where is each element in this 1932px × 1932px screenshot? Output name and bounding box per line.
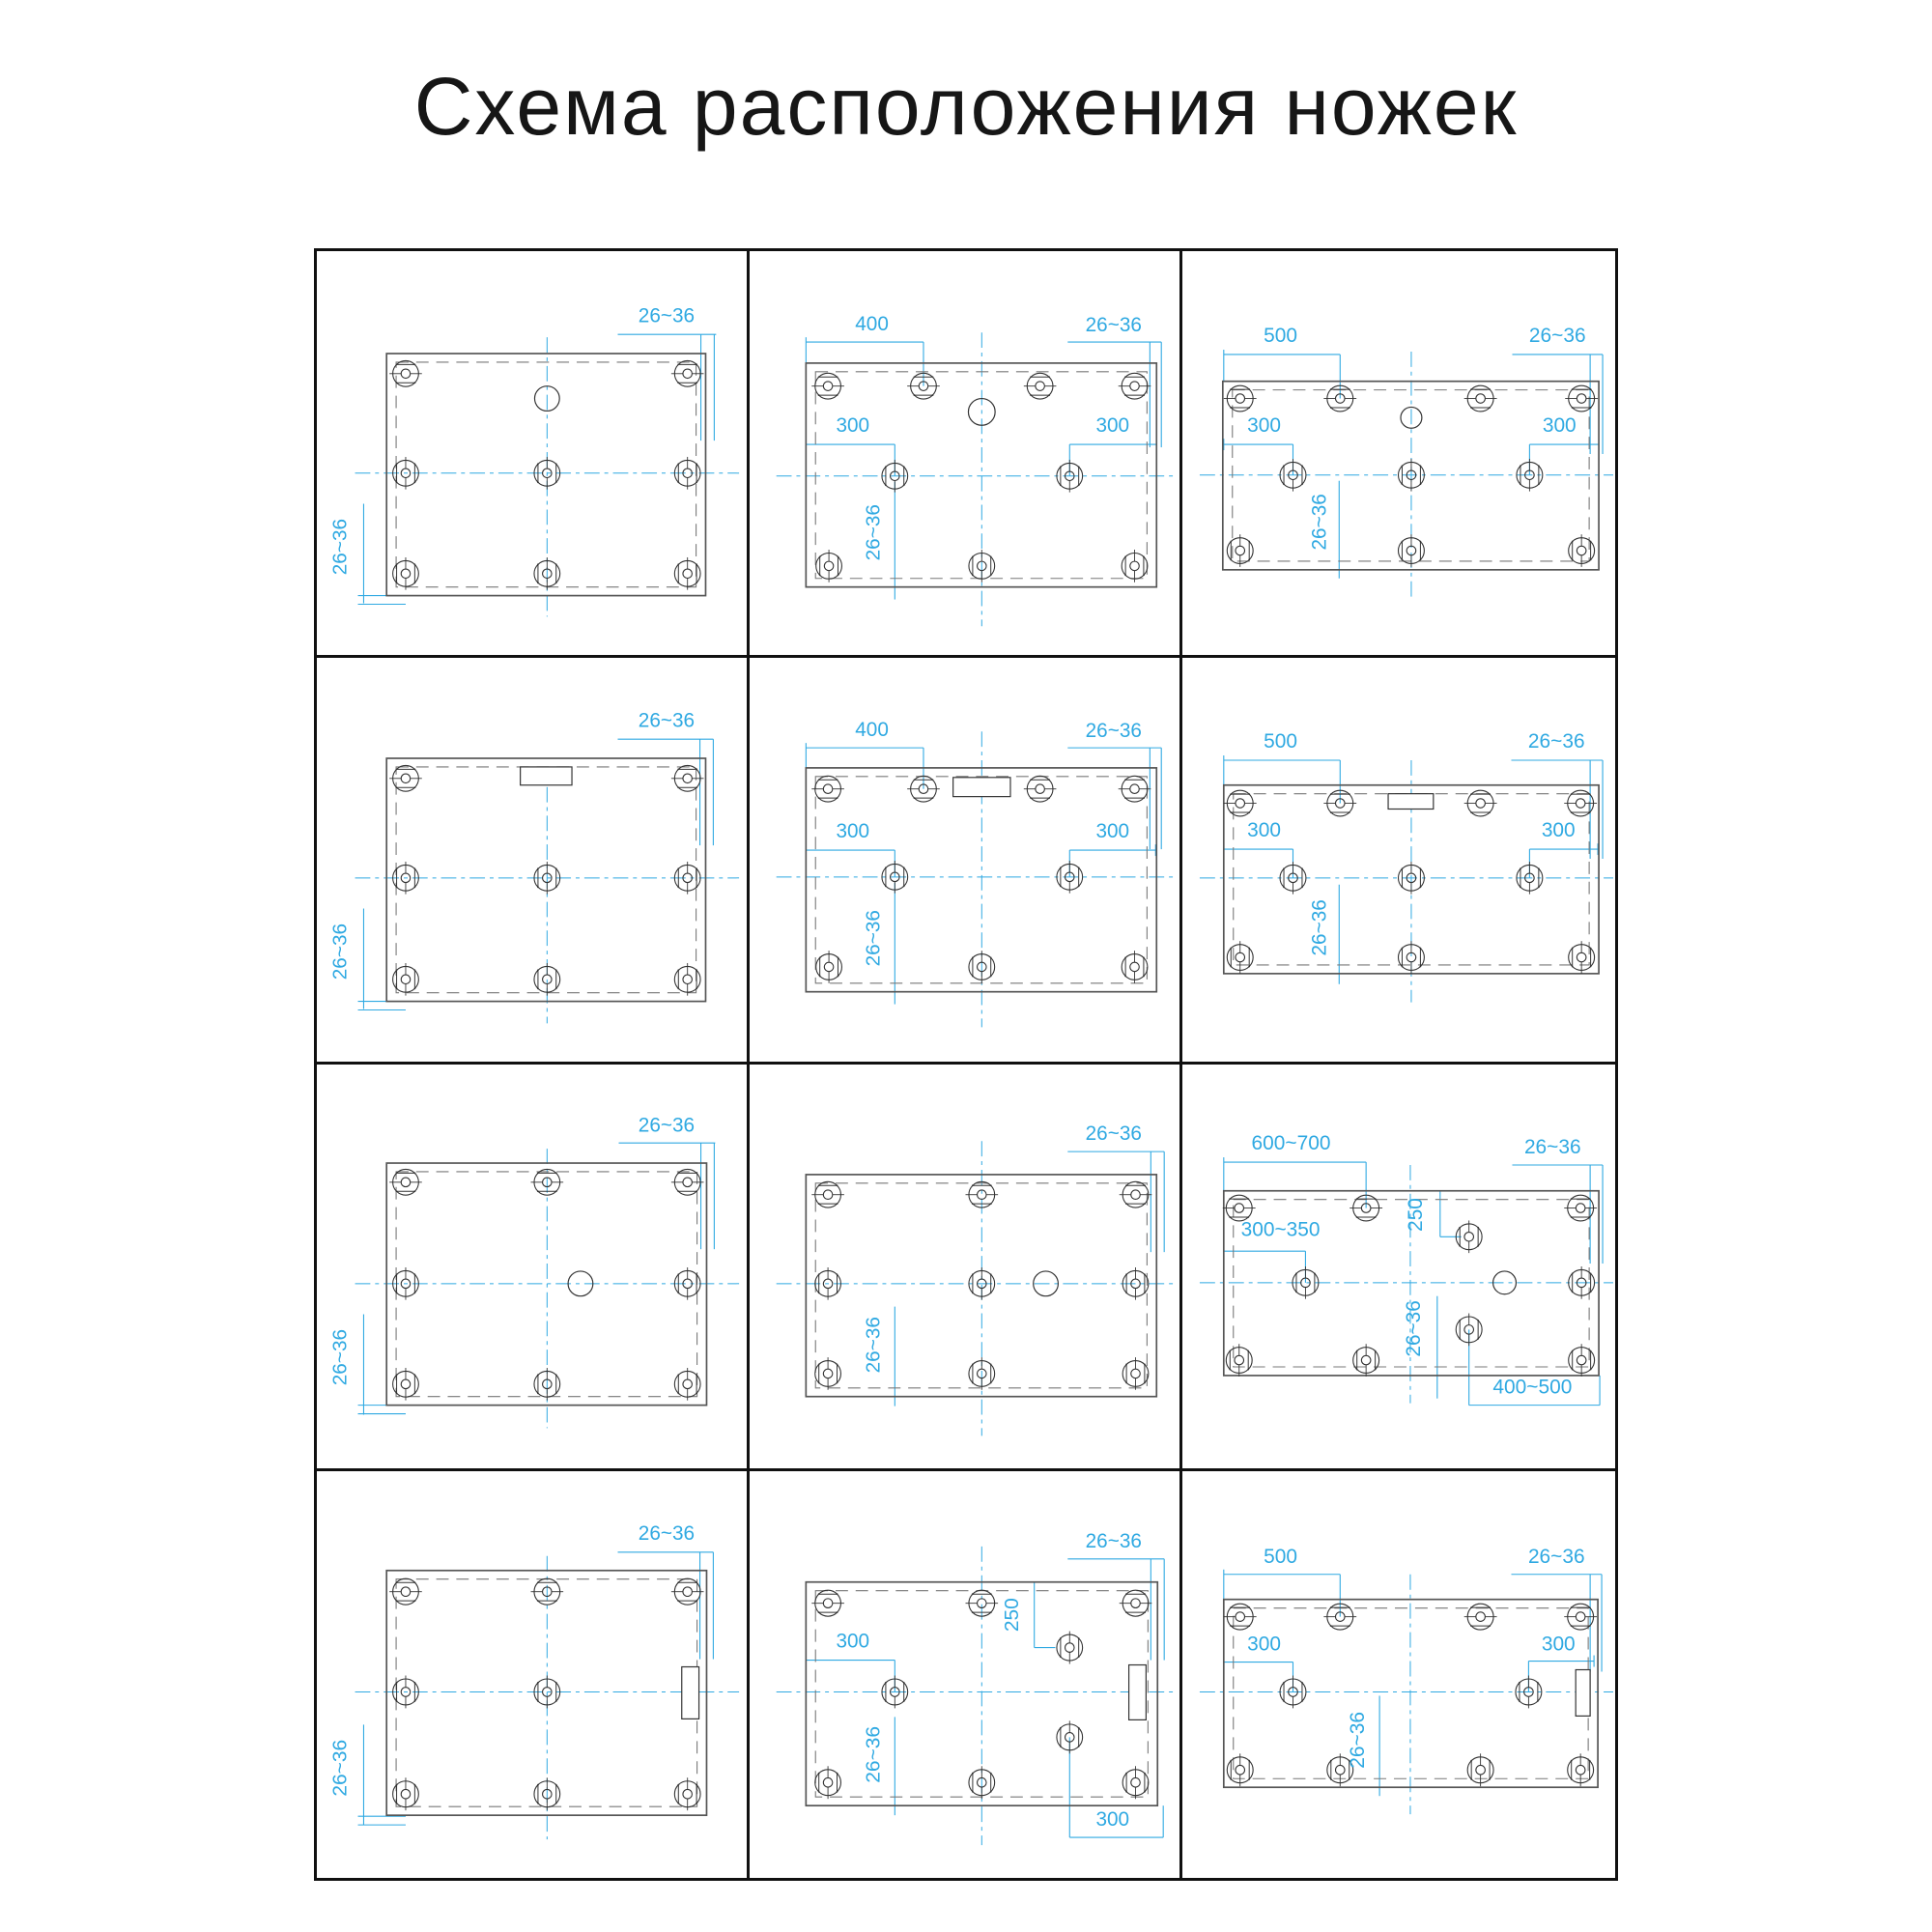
foot-icon: [1569, 1344, 1595, 1377]
diagram-cell-r4c1: [317, 1471, 750, 1878]
foot-icon: [1224, 1604, 1257, 1630]
page-title: Схема расположения ножек: [413, 61, 1519, 152]
foot-icon: [1399, 941, 1425, 974]
dimension-label: 26~36: [1085, 1529, 1142, 1552]
foot-icon: [1467, 1753, 1493, 1786]
dimension-label: 300: [1095, 414, 1130, 438]
foot-icon: [1564, 1604, 1597, 1630]
tray-drawing-r3c1: [317, 1065, 747, 1468]
foot-icon: [393, 1777, 419, 1810]
foot-icon: [1223, 1195, 1256, 1221]
foot-icon: [671, 360, 704, 386]
foot-icon: [1227, 1753, 1253, 1786]
diagram-cell-r1c3: [1182, 251, 1615, 658]
tray-drawing-r1c1: [317, 251, 747, 655]
dimension-label: 300: [1247, 819, 1282, 842]
foot-icon: [1464, 1604, 1497, 1630]
dimension-label: 400: [855, 719, 889, 742]
dimension-label: 26~36: [328, 923, 352, 980]
drain-rect-icon: [521, 767, 572, 785]
dimension-label: 300: [1541, 819, 1576, 842]
foot-icon: [1122, 550, 1148, 582]
foot-icon: [1057, 1720, 1083, 1753]
diagram-cell-r1c1: [317, 251, 750, 658]
diagram-cell-r3c3: [1182, 1065, 1615, 1471]
foot-icon: [1569, 941, 1595, 974]
foot-icon: [816, 550, 842, 582]
foot-icon: [393, 963, 419, 996]
foot-icon: [811, 373, 844, 399]
foot-icon: [389, 765, 422, 791]
dimension-label: 26~36: [1308, 494, 1331, 551]
foot-icon: [671, 765, 704, 791]
dimension-label: 26~36: [1527, 1545, 1585, 1568]
dimension-label: 26~36: [862, 504, 885, 561]
drain-rect-icon: [1129, 1665, 1147, 1720]
dimension-label: 26~36: [862, 1317, 885, 1374]
dimension-label: 400: [855, 313, 889, 336]
dimension-label: 250: [1000, 1598, 1023, 1633]
diagram-cell-r4c2: [750, 1471, 1182, 1878]
dimension-label: 26~36: [1402, 1300, 1425, 1357]
dimension-label: 26~36: [1085, 314, 1142, 337]
dimension-label: 26~36: [328, 1328, 352, 1386]
foot-icon: [1568, 1753, 1594, 1786]
diagram-cell-r2c1: [317, 658, 750, 1065]
dimension-label: 300: [836, 1630, 870, 1653]
dimension-label: 300: [1247, 1633, 1282, 1656]
tray-drawing-r2c3: [1182, 658, 1615, 1062]
dimension-label: 26~36: [862, 910, 885, 967]
foot-icon: [815, 1766, 841, 1799]
foot-icon: [1120, 1590, 1152, 1616]
tray-drawing-r4c2: [750, 1471, 1179, 1878]
foot-icon: [811, 1590, 844, 1616]
foot-icon: [1024, 373, 1057, 399]
foot-icon: [816, 951, 842, 983]
dimension-label: 300: [836, 820, 870, 843]
diagram-cell-r1c2: [750, 251, 1182, 658]
dimension-label: 26~36: [328, 1739, 352, 1797]
tray-drawing-r3c2: [750, 1065, 1179, 1468]
tray-drawing-r4c1: [317, 1471, 747, 1878]
tray-inner-dashed: [396, 1172, 697, 1397]
dimension-label: 300: [836, 414, 870, 438]
dimension-label: 26~36: [328, 518, 352, 576]
foot-icon: [671, 1578, 704, 1605]
drain-rect-icon: [1388, 794, 1434, 810]
dimension-label: 300: [1542, 414, 1577, 438]
dimension-label: 26~36: [638, 304, 696, 327]
diagram-cell-r2c2: [750, 658, 1182, 1065]
foot-icon: [1122, 951, 1148, 983]
foot-icon: [1564, 1195, 1597, 1221]
drain-rect-icon: [1576, 1670, 1590, 1717]
dimension-label: 26~36: [1523, 1136, 1581, 1159]
tray-inner-dashed: [396, 1579, 697, 1806]
foot-icon: [389, 1578, 422, 1605]
foot-icon: [674, 1267, 700, 1300]
foot-icon: [1464, 790, 1497, 816]
tray-inner-dashed: [396, 362, 696, 587]
foot-icon: [965, 1590, 998, 1616]
dimension-label: 26~36: [862, 1725, 885, 1783]
dimension-label: 300~350: [1240, 1218, 1321, 1241]
diagram-cell-r2c3: [1182, 658, 1615, 1065]
foot-icon: [674, 1777, 700, 1810]
tray-inner-dashed: [1234, 1608, 1588, 1779]
foot-icon: [1565, 385, 1598, 412]
tray-drawing-r1c3: [1182, 251, 1615, 655]
foot-icon: [393, 557, 419, 590]
foot-icon: [1119, 373, 1151, 399]
tray-drawing-r2c1: [317, 658, 747, 1062]
foot-icon: [1224, 790, 1257, 816]
foot-icon: [1024, 776, 1057, 802]
dimension-label: 26~36: [1347, 1711, 1370, 1769]
foot-icon: [965, 1181, 998, 1208]
tray-outline: [386, 758, 705, 1002]
foot-icon: [1323, 1604, 1356, 1630]
foot-icon: [1227, 941, 1253, 974]
drain-rect-icon: [682, 1667, 699, 1719]
foot-icon: [1464, 385, 1497, 412]
drain-rect-icon: [953, 778, 1010, 797]
dimension-label: 300: [1095, 1808, 1130, 1832]
dimension-label: 250: [1404, 1198, 1427, 1232]
foot-icon: [1226, 1344, 1252, 1377]
dimension-label: 300: [1541, 1633, 1576, 1656]
foot-icon: [811, 1181, 844, 1208]
foot-icon: [1122, 1267, 1149, 1300]
foot-icon: [815, 1357, 841, 1390]
diagram-cell-r3c2: [750, 1065, 1182, 1471]
diagram-cell-r3c1: [317, 1065, 750, 1471]
foot-icon: [1564, 790, 1597, 816]
dimension-label: 26~36: [1528, 325, 1586, 348]
tray-drawing-r3c3: [1182, 1065, 1615, 1468]
foot-icon: [671, 1169, 704, 1195]
dimension-label: 26~36: [638, 1114, 696, 1137]
foot-icon: [1119, 776, 1151, 802]
dimension-label: 26~36: [638, 1521, 696, 1545]
foot-icon: [1122, 1357, 1149, 1390]
dimension-label: 26~36: [1085, 1122, 1142, 1146]
dimension-label: 500: [1264, 325, 1297, 348]
dimension-label: 500: [1264, 1545, 1297, 1568]
dimension-label: 26~36: [1308, 899, 1331, 956]
tray-drawing-r2c2: [750, 658, 1179, 1062]
foot-icon: [1227, 534, 1253, 567]
dimension-label: 26~36: [1085, 720, 1142, 743]
foot-icon: [1569, 534, 1595, 567]
dimension-label: 600~700: [1251, 1132, 1331, 1155]
foot-icon: [393, 1368, 419, 1401]
foot-icon: [1456, 1314, 1482, 1347]
foot-icon: [811, 776, 844, 802]
dimension-label: 500: [1264, 730, 1297, 753]
tray-outline: [386, 1571, 706, 1815]
tray-outline: [386, 1163, 706, 1406]
foot-icon: [1224, 385, 1257, 412]
dimension-label: 300: [1095, 820, 1130, 843]
foot-icon: [1353, 1344, 1379, 1377]
tray-inner-dashed: [396, 767, 696, 993]
dimension-label: 400~500: [1492, 1376, 1573, 1399]
dimension-label: 300: [1247, 414, 1282, 438]
tray-drawing-r1c2: [750, 251, 1179, 655]
diagram-grid: [314, 248, 1618, 1881]
diagram-cell-r4c3: [1182, 1471, 1615, 1878]
tray-outline: [806, 768, 1156, 992]
foot-icon: [1456, 1220, 1482, 1253]
foot-icon: [1399, 534, 1425, 567]
foot-icon: [389, 1169, 422, 1195]
foot-icon: [674, 1368, 700, 1401]
dimension-label: 26~36: [1527, 730, 1585, 753]
tray-drawing-r4c3: [1182, 1471, 1615, 1878]
foot-icon: [1057, 1632, 1083, 1664]
foot-icon: [1122, 1766, 1149, 1799]
foot-icon: [389, 360, 422, 386]
tray-outline: [386, 354, 705, 596]
dimension-label: 26~36: [638, 709, 696, 732]
